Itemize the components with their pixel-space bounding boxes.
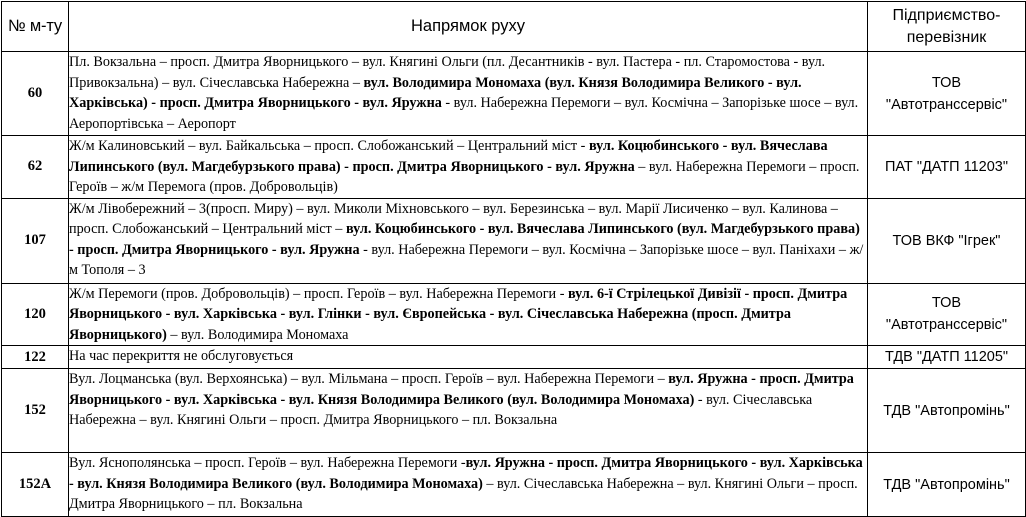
route-operator-line2: "Автотранссервіс" <box>885 96 1008 113</box>
route-operator <box>868 369 1026 453</box>
route-direction-segment: – вул. Володимира Мономаха <box>166 326 349 343</box>
route-operator <box>868 198 1026 283</box>
route-number: 107 <box>2 198 69 283</box>
header-operator <box>868 2 1026 52</box>
route-direction-segment: Ж/м Калиновський – вул. Байкальська – просп. Слобожанський – Центральний міст - <box>69 138 589 154</box>
route-number: 152 <box>2 369 69 453</box>
routes-table <box>1 1 1026 517</box>
route-number: 120 <box>2 283 69 346</box>
route-direction-segment-bold: вул. Володимира Мономаха (вул. Князя Володимира Великого - вул. Харківська) - просп. Дмитра Яворницького - вул. Яружна <box>69 74 802 111</box>
route-direction <box>69 136 868 199</box>
route-direction-segment: Ж/м Лівобережний – 3(просп. Миру) – вул. Миколи Міхновського – вул. Березинська – вул. Марії Лисиченко – вул. Калинова – просп. Слобожанський – Центральний міст – <box>69 200 838 237</box>
route-direction <box>69 369 868 453</box>
route-operator-line2: "Автотранссервіс" <box>885 317 1008 334</box>
route-direction-segment: - вул. Набережна Перемоги – вул. Космічна – Запорізьке шосе – вул. Аеропортівська – Аеропорт <box>69 95 859 132</box>
route-direction-segment: Пл. Вокзальна – просп. Дмитра Яворницького – вул. Княгині Ольги (пл. Десантників - вул. Пастера - пл. Старомостова - вул. Привокзальна) – вул. Січеславська Набережна – <box>69 54 826 91</box>
header-operator-line1: Підприємство- <box>892 6 1001 24</box>
route-number: 60 <box>2 52 69 136</box>
route-operator <box>868 52 1026 136</box>
route-number: 122 <box>2 346 69 369</box>
route-direction <box>69 52 868 136</box>
route-operator <box>868 346 1026 369</box>
route-direction-segment-bold: вул. Коцюбинського - вул. Вячеслава Липинського (вул. Магдебурзького права) - просп. Дмитра Яворницького - вул. Яружна <box>69 138 828 175</box>
route-direction-segment: На час перекриття не обслуговується <box>69 348 294 364</box>
route-operator-line1: ТОВ <box>931 74 962 91</box>
route-direction-segment: Вул. Яснополянська – просп. Героїв – вул. Набережна Перемоги - <box>69 455 466 471</box>
route-operator <box>868 453 1026 517</box>
route-number: 62 <box>2 136 69 199</box>
route-operator <box>868 136 1026 199</box>
table-row <box>2 52 1026 136</box>
table-row <box>2 283 1026 346</box>
route-operator-line1: ТОВ <box>931 295 962 312</box>
route-direction <box>69 346 868 369</box>
table-row <box>2 369 1026 453</box>
table-header-row <box>2 2 1026 52</box>
table-row <box>2 453 1026 517</box>
route-operator-line1: ТДВ "Автопромінь" <box>883 476 1010 493</box>
header-direction: Напрямок руху <box>69 2 868 52</box>
header-operator-line2: перевізник <box>906 28 987 46</box>
route-direction <box>69 283 868 346</box>
route-operator-line1: ТДВ "Автопромінь" <box>883 402 1010 419</box>
table-row <box>2 198 1026 283</box>
route-operator-line1: ТДВ "ДАТП 11205" <box>884 349 1009 365</box>
route-number: 152А <box>2 453 69 517</box>
route-operator-line1: ПАТ "ДАТП 11203" <box>884 158 1009 175</box>
route-operator-line1: ТОВ ВКФ "Ігрек" <box>892 232 1001 249</box>
route-direction-segment: – вул. Набережна Перемоги – просп. Героїв – ж/м Перемога (пров. Добровольців) <box>69 158 860 195</box>
header-route-number: № м-ту <box>2 2 69 52</box>
route-direction-segment-bold: вул. Яружна - просп. Дмитра Яворницького - вул. Харківська - вул. Князя Володимира Великого (вул. Володимира Мономаха) <box>69 455 863 492</box>
route-direction-segment: - вул. Січеславська Набережна – вул. Княгині Ольги – просп. Дмитра Яворницького – пл. Вокзальна <box>69 391 813 428</box>
route-direction-segment: – вул. Січеславська Набережна – вул. Княгині Ольги – просп. Дмитра Яворницького – пл. Вокзальна <box>69 475 858 512</box>
table-row <box>2 136 1026 199</box>
route-direction-segment-bold: вул. Яружна - просп. Дмитра Яворницького - вул. Харківська - вул. Князя Володимира Великого (вул. Володимира Мономаха) <box>69 371 854 408</box>
route-direction <box>69 198 868 283</box>
table-row <box>2 346 1026 369</box>
route-direction-segment: Вул. Лоцманська (вул. Верхоянська) – вул. Мільмана – просп. Героїв – вул. Набережна Перемоги – <box>69 371 669 387</box>
route-operator <box>868 283 1026 346</box>
route-direction-segment-bold: вул. Коцюбинського - вул. Вячеслава Липинського (вул. Магдебурзького права) - просп. Дмитра Яворницького - вул. Яружна <box>69 221 860 258</box>
route-direction-segment: Ж/м Перемоги (пров. Добровольців) – просп. Героїв – вул. Набережна Перемоги - <box>69 285 568 302</box>
route-direction <box>69 453 868 517</box>
route-direction-segment: - вул. Набережна Перемоги – вул. Космічна – Запорізьке шосе – вул. Паніхахи – ж/м Тополя – 3 <box>69 241 864 278</box>
route-direction-segment-bold: вул. 6-ї Стрілецької Дивізії - просп. Дмитра Яворницького - вул. Харківська - вул. Глінки - вул. Європейська - вул. Січеславська Набережна (просп. Дмитра Яворницького) <box>69 285 848 343</box>
